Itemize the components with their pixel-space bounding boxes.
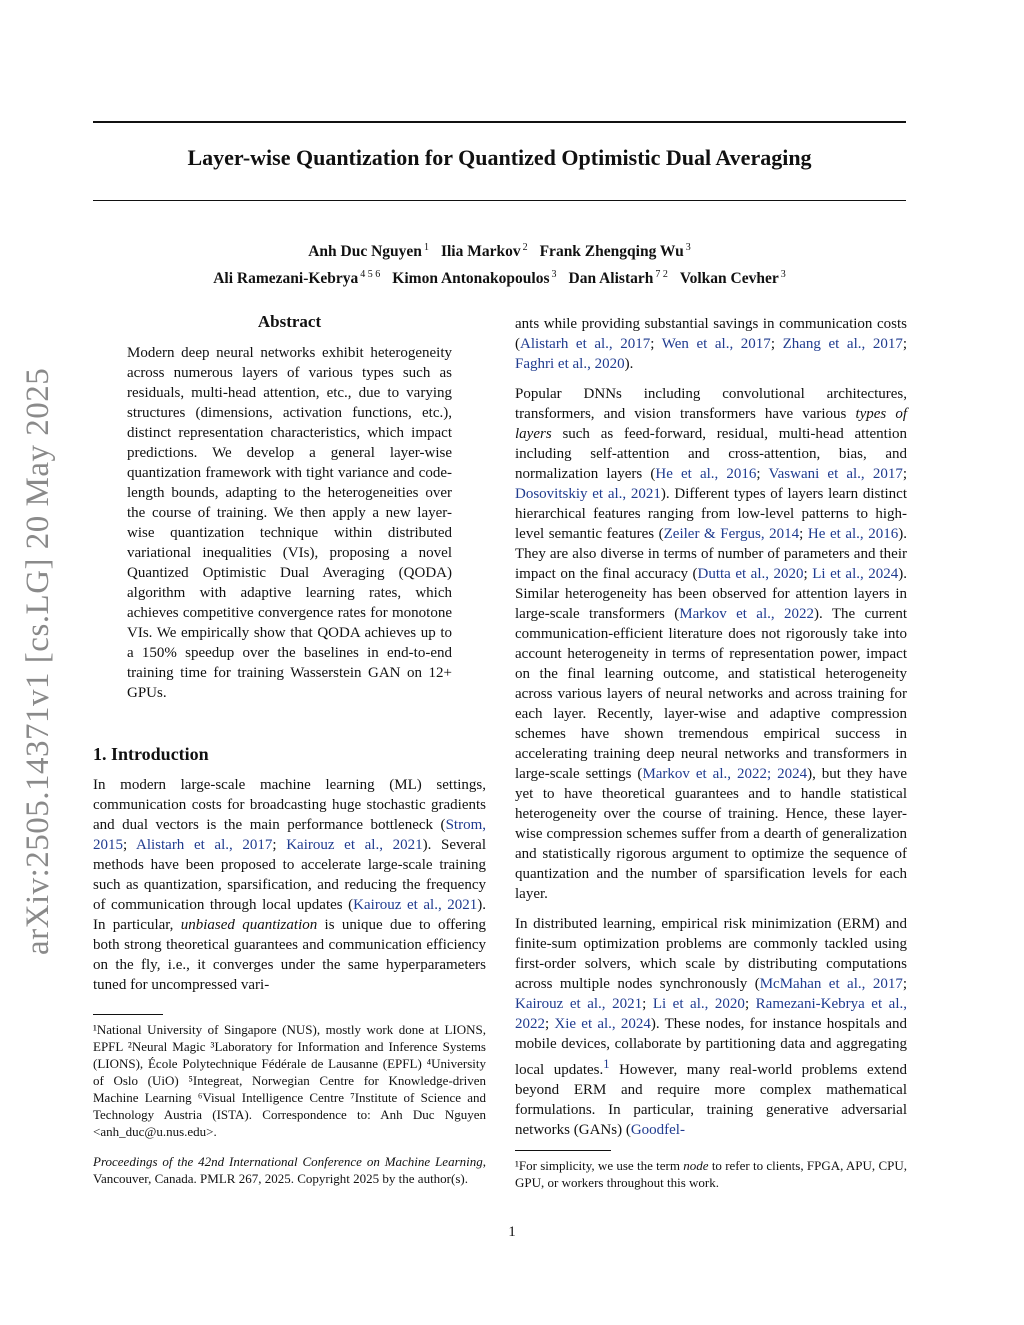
page-number: 1: [508, 1224, 516, 1240]
citation-link[interactable]: Ramezani-Kebrya et al., 2022: [515, 996, 908, 1032]
author-name: [213, 270, 380, 287]
body-text: ;: [902, 466, 907, 482]
citation-link[interactable]: Wen et al., 2017: [661, 336, 771, 352]
citation-link[interactable]: McMahan et al., 2017: [759, 976, 903, 992]
body-text: ;: [650, 336, 662, 352]
body-text: In modern large-scale machine learning (ML) settings, communication costs for broadcasting huge stochastic gradients and dual vectors is the main performance bottleneck (: [93, 777, 486, 833]
footnote-rule: [93, 1014, 163, 1015]
body-text: ;: [545, 1016, 555, 1032]
proceedings-details: , Vancouver, Canada. PMLR 267, 2025. Copyright 2025 by the author(s).: [93, 1154, 486, 1186]
author-affiliation-marker: 1: [423, 242, 429, 253]
body-text: However, many real-world problems extend beyond ERM and require more complex mathematical formulations. In particular, training generative adversarial networks (GANs) (: [515, 1062, 907, 1138]
footnote-marker[interactable]: 1: [603, 1057, 610, 1071]
body-text: ). Different types of layers learn distinct hierarchical features ranging from low-level patterns to high-level semantic features (: [515, 486, 907, 542]
emphasis-text: unbiased quantization: [180, 917, 318, 933]
paragraph-layer-heterogeneity: [515, 384, 907, 904]
citation-link[interactable]: Zeiler & Fergus, 2014: [663, 526, 800, 542]
author-name: [392, 270, 556, 287]
author-affiliation-marker: 4 5 6: [360, 269, 381, 281]
author-name: [308, 243, 429, 260]
citation-link[interactable]: Kairouz et al., 2021: [286, 837, 423, 853]
paragraph-continuation: [515, 314, 907, 374]
citation-link[interactable]: Xie et al., 2024: [554, 1016, 651, 1032]
body-text: is unique due to offering both strong theoretical guarantees and communication efficiency on the fly, i.e., it converges under the same hyperparameters tuned for uncompressed vari-: [93, 917, 486, 993]
author-name-text: Kimon Antonakopoulos: [392, 270, 550, 288]
node-footnote-term: node: [683, 1158, 709, 1173]
author-affiliation-marker: 2: [522, 242, 528, 253]
author-name: [540, 243, 691, 260]
author-line-2: [93, 263, 906, 290]
citation-link[interactable]: Faghri et al., 2020: [515, 356, 625, 372]
body-text: ). The current communication-efficient literature does not rigorously take into account heterogeneity in terms of representation power, impact on the final learning outcome, and statistical heterogeneity across various layers of neural networks and across training for each layer. Recently, layer-wise and adaptive compression schemes have shown tremendous empirical success in accelerating training deep neural networks and transformers in large-scale settings (: [515, 606, 908, 782]
citation-link[interactable]: Kairouz et al., 2021: [353, 897, 478, 913]
proceedings-venue: Proceedings of the 42nd International Conference on Machine Learning: [93, 1154, 483, 1169]
author-name-text: Frank Zhengqing Wu: [539, 243, 684, 261]
author-line-1: [93, 236, 906, 263]
emphasis-text: types of layers: [515, 406, 907, 442]
body-text: Popular DNNs including convolutional architectures, transformers, and vision transformers have various: [515, 386, 907, 422]
citation-link[interactable]: Alistarh et al., 2017: [135, 837, 273, 853]
title-rule-bottom: [93, 200, 906, 201]
author-affiliation-marker: 7 2: [655, 269, 668, 281]
citation-link[interactable]: Kairouz et al., 2021: [515, 996, 643, 1012]
body-text: ;: [770, 336, 783, 352]
proceedings-note: [93, 1153, 486, 1187]
citation-link[interactable]: Li et al., 2024: [812, 566, 899, 582]
body-text: In distributed learning, empirical risk minimization (ERM) and finite-sum optimization problems are commonly tackled using first-order solvers, which scale by distributing computations across multiple nodes synchronously (: [515, 916, 907, 992]
body-text: ;: [803, 566, 813, 582]
citation-link[interactable]: Markov et al., 2022: [679, 606, 814, 622]
citation-link[interactable]: Dutta et al., 2020: [697, 566, 804, 582]
body-text: ). In particular,: [93, 897, 486, 933]
author-name: [569, 270, 668, 287]
citation-link[interactable]: He et al., 2016: [655, 466, 757, 482]
paragraph-distributed-learning: [515, 914, 907, 1140]
body-text: ), but they have yet to have theoretical guarantees and to handle statistical heterogeneity over the course of training. Hence, these layer-wise compression schemes suffer from a dearth of generalization and statistically rigorous argument to optimize the sequence of quantization and the number of sparsification levels for each layer.: [515, 766, 908, 902]
body-text: ;: [902, 976, 907, 992]
author-block: [93, 236, 906, 290]
body-text: ). Several methods have been proposed to accelerate large-scale training such as quantization, sparsification, and reducing the frequency of communication through local updates (: [93, 837, 486, 913]
author-name: [441, 243, 528, 260]
citation-link[interactable]: Li et al., 2020: [652, 996, 745, 1012]
body-text: ). They are also diverse in terms of number of parameters and their impact on the final accuracy (: [515, 526, 907, 582]
body-text: ;: [902, 336, 907, 352]
body-text: ). These nodes, for instance hospitals and mobile devices, collaborate by partitioning data and aggregating local updates.: [515, 1016, 907, 1078]
body-text: ;: [642, 996, 653, 1012]
body-text: ;: [272, 837, 287, 853]
citation-link[interactable]: Goodfel-: [630, 1122, 685, 1138]
left-column: [93, 312, 486, 1200]
node-footnote-pre: ¹For simplicity, we use the term: [515, 1158, 684, 1173]
intro-paragraph: [93, 775, 486, 995]
body-text: ;: [744, 996, 756, 1012]
node-footnote: [515, 1157, 907, 1191]
author-name-text: Dan Alistarh: [568, 270, 654, 288]
author-affiliation-marker: 3: [685, 242, 691, 253]
arxiv-stamp: arXiv:2505.14371v1 [cs.LG] 20 May 2025: [20, 367, 56, 955]
footnote-rule-right: [515, 1150, 611, 1151]
author-name-text: Ilia Markov: [440, 243, 521, 261]
author-name-text: Ali Ramezani-Kebrya: [213, 270, 359, 288]
citation-link[interactable]: He et al., 2016: [807, 526, 899, 542]
body-text: ants while providing substantial savings in communication costs (: [515, 316, 907, 352]
paper-title: Layer-wise Quantization for Quantized Optimistic Dual Averaging: [187, 145, 812, 170]
citation-link[interactable]: Vaswani et al., 2017: [768, 466, 903, 482]
body-text: ). Similar heterogeneity has been observed for attention layers in large-scale transformers (: [515, 566, 907, 622]
citation-link[interactable]: Dosovitskiy et al., 2021: [515, 486, 661, 502]
affiliations-footnote: ¹National University of Singapore (NUS), mostly work done at LIONS, EPFL ²Neural Magic ³Laboratory for Information and Inference Systems (LIONS), École Polytechnique Fédérale de Lausanne (EPFL) ⁴University of Oslo (UiO) ⁵Integreat, Norwegian Centre for Knowledge-driven Machine Learning ⁶Visual Intelligence Centre ⁷Institute of Science and Technology Austria (ISTA). Correspondence to: Anh Duc Nguyen <anh_duc@u.nus.edu>.: [93, 1022, 486, 1139]
citation-link[interactable]: Alistarh et al., 2017: [520, 336, 651, 352]
section-heading-introduction: 1. Introduction: [93, 744, 209, 764]
right-column: [515, 314, 907, 1191]
body-text: ;: [756, 466, 769, 482]
author-name-text: Anh Duc Nguyen: [308, 243, 422, 261]
citation-link[interactable]: Markov et al., 2022; 2024: [642, 766, 808, 782]
abstract-heading: Abstract: [257, 312, 322, 331]
body-text: such as feed-forward, residual, multi-head attention including self-attention and cross-attention, bias, and normalization layers (: [515, 426, 907, 482]
citation-link[interactable]: Zhang et al., 2017: [782, 336, 903, 352]
author-name-text: Volkan Cevher: [679, 270, 779, 288]
author-name: [680, 270, 786, 287]
author-affiliation-marker: 3: [551, 269, 557, 281]
abstract-text: Modern deep neural networks exhibit heterogeneity across numerous layers of various types such as residuals, multi-head attention, etc., due to varying structures (dimensions, activation functions, etc.), distinct representation characteristics, which impact predictions. We develop a general layer-wise quantization framework with tight variance and code-length bounds, adapting to the heterogeneities over the course of training. We then apply a new layer-wise quantization technique within distributed variational inequalities (VIs), proposing a novel Quantized Optimistic Dual Averaging (QODA) algorithm with adaptive learning rates, which achieves competitive convergence rates for monotone VIs. We empirically show that QODA achieves up to a 150% speedup over the baselines in end-to-end training time for training Wasserstein GAN on 12+ GPUs.: [127, 345, 452, 701]
body-text: ).: [624, 356, 634, 372]
body-text: ;: [123, 837, 136, 853]
author-affiliation-marker: 3: [780, 269, 786, 281]
title-rule-top: [93, 121, 906, 123]
body-text: ;: [799, 526, 808, 542]
node-footnote-post: to refer to clients, FPGA, APU, CPU, GPU, or workers throughout this work.: [515, 1158, 907, 1190]
citation-link[interactable]: Strom, 2015: [93, 817, 486, 853]
